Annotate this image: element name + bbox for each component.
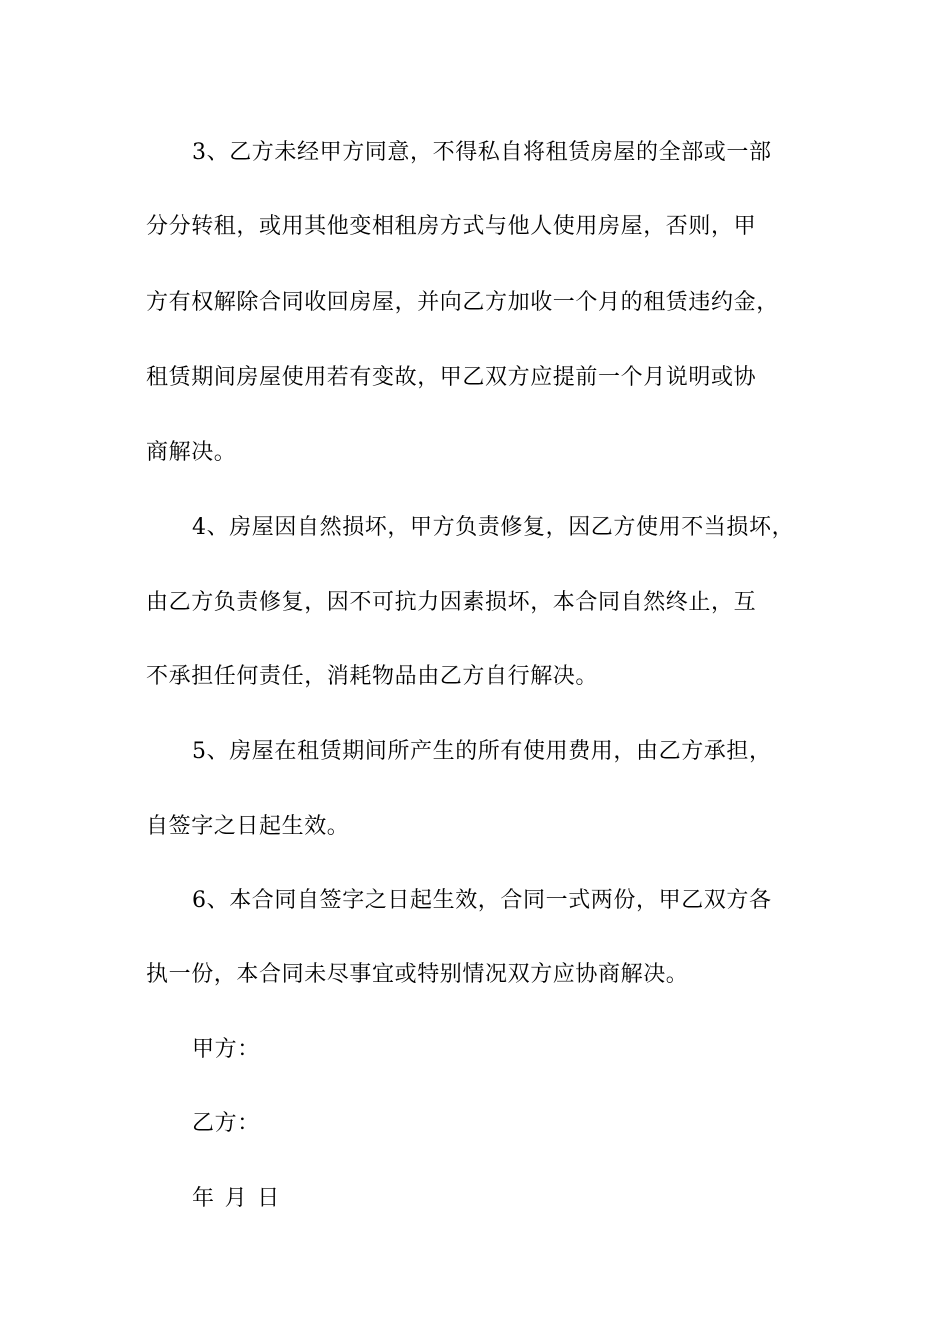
party-b-label: 乙方：: [192, 1111, 260, 1136]
clause-4-line-1: 4、房屋因自然损坏，甲方负责修复，因乙方使用不当损坏，: [192, 515, 795, 540]
clause-6-line-1: 6、本合同自签字之日起生效，合同一式两份，甲乙双方各: [192, 888, 772, 913]
clause-6-line-2: 执一份，本合同未尽事宜或特别情况双方应协商解决。: [146, 962, 689, 987]
date-month-label: 月: [224, 1186, 248, 1211]
clause-3-line-1: 3、乙方未经甲方同意，不得私自将租赁房屋的全部或一部: [192, 140, 772, 165]
date-year-label: 年: [192, 1186, 215, 1211]
clause-3-line-5: 商解决。: [146, 440, 237, 465]
clause-4-line-2: 由乙方负责修复，因不可抗力因素损坏，本合同自然终止，互: [146, 590, 757, 615]
clause-5-line-2: 自签字之日起生效。: [146, 814, 350, 839]
date-day-label: 日: [257, 1186, 280, 1211]
clause-5-line-1: 5、房屋在租赁期间所产生的所有使用费用，由乙方承担，: [192, 739, 772, 764]
party-a-label: 甲方：: [192, 1037, 260, 1062]
clause-3-line-4: 租赁期间房屋使用若有变故，甲乙双方应提前一个月说明或协: [146, 365, 757, 390]
clause-3-line-2: 分分转租，或用其他变相租房方式与他人使用房屋，否则，甲: [146, 214, 757, 239]
clause-3-line-3: 方有权解除合同收回房屋，并向乙方加收一个月的租赁违约金，: [146, 290, 779, 315]
clause-4-line-3: 不承担任何责任，消耗物品由乙方自行解决。: [146, 664, 599, 689]
signature-date: [192, 1186, 882, 1212]
